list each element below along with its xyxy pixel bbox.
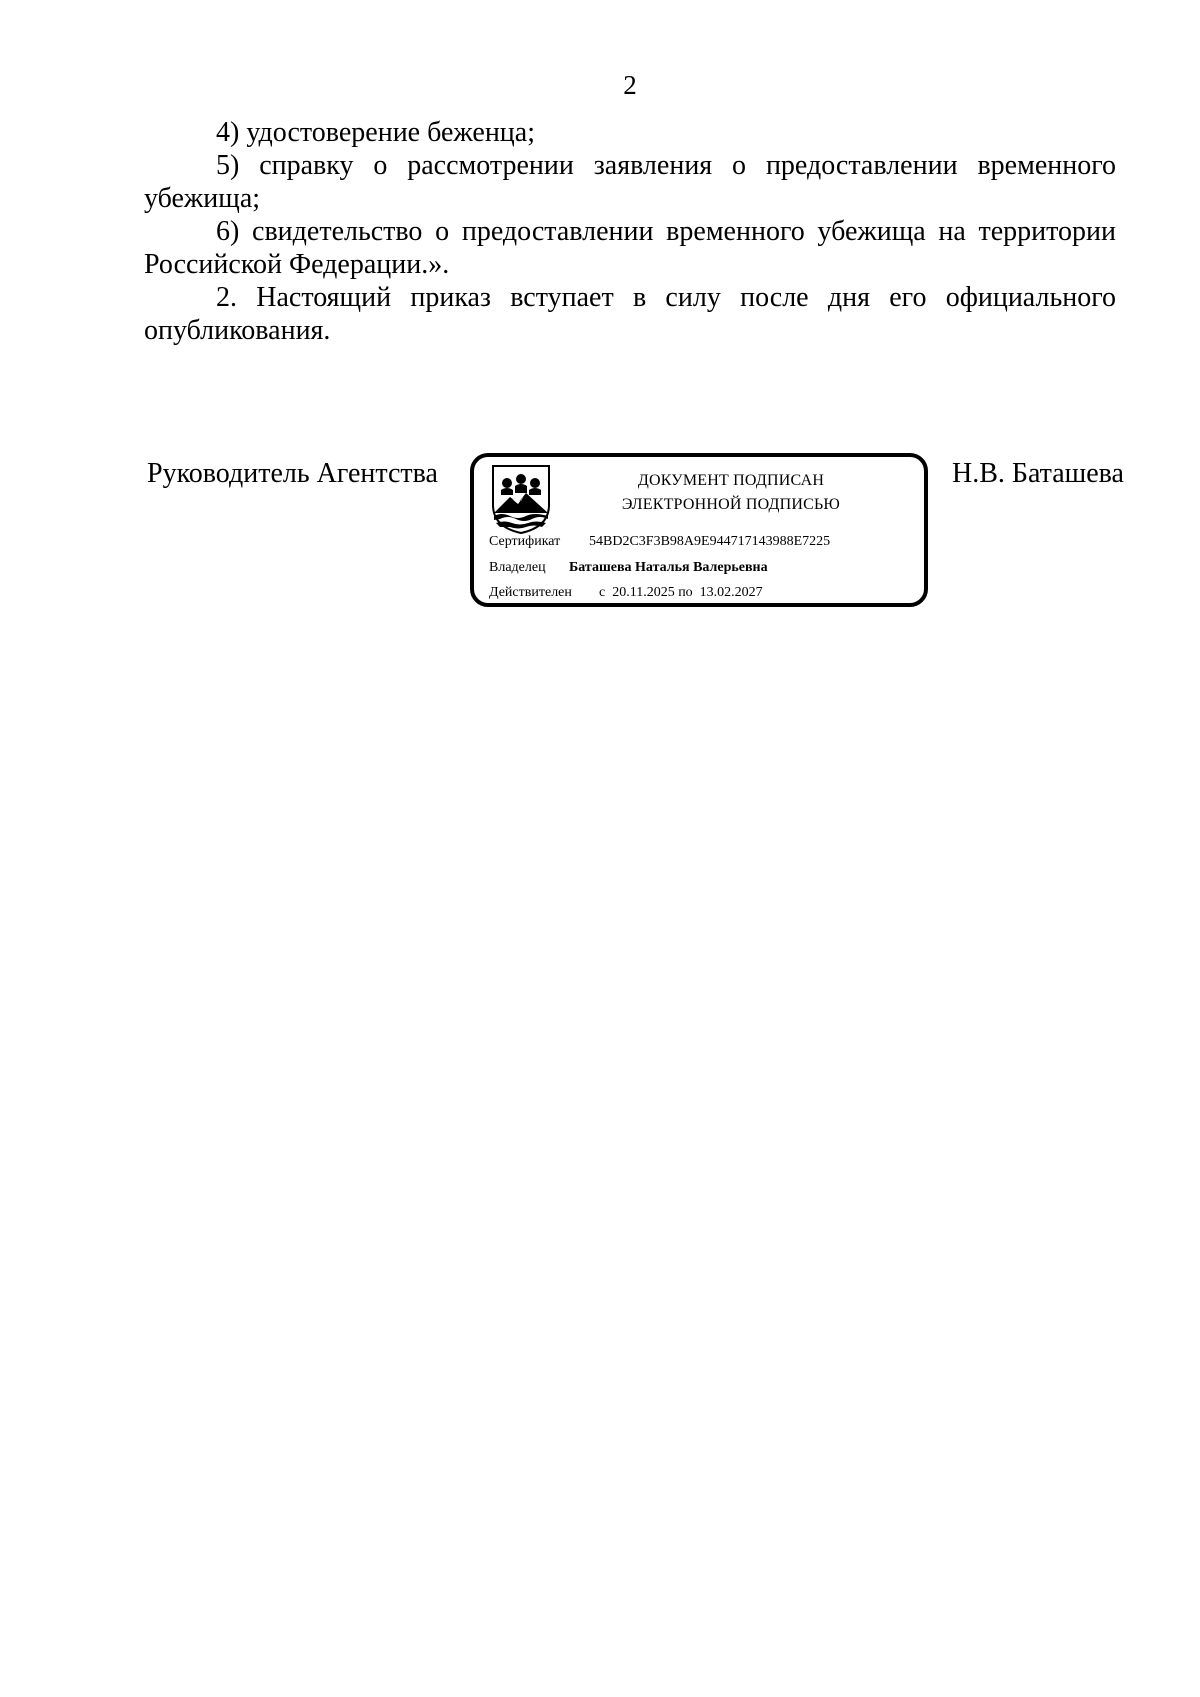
validity-value: с 20.11.2025 по 13.02.2027 xyxy=(599,585,763,600)
coat-of-arms-icon xyxy=(490,463,552,535)
stamp-title xyxy=(586,469,876,517)
owner-row xyxy=(489,559,768,577)
signatory-role: Руководитель Агентства xyxy=(147,458,438,489)
owner-label: Владелец xyxy=(489,560,546,575)
electronic-signature-stamp xyxy=(470,453,928,607)
entry-into-force-clause: 2. Настоящий приказ вступает в силу после дня его официального опубликования. xyxy=(144,282,1116,346)
validity-row xyxy=(489,584,763,602)
certificate-row xyxy=(489,533,830,551)
document-body xyxy=(144,116,1116,347)
list-item-refugee-certificate: 4) удостоверение беженца; xyxy=(216,117,535,148)
certificate-label: Сертификат xyxy=(489,534,561,549)
certificate-value: 54BD2C3F3B98A9E944717143988E7225 xyxy=(589,534,831,549)
list-item-asylum-application-reference: 5) справку о рассмотрении заявления о предоставлении временного убежища; xyxy=(144,150,1116,214)
list-item-temporary-asylum-certificate: 6) свидетельство о предоставлении временного убежища на территории Российской Федерации.». xyxy=(144,216,1116,280)
owner-value: Баташева Наталья Валерьевна xyxy=(569,560,768,575)
signatory-name: Н.В. Баташева xyxy=(952,458,1124,489)
validity-label: Действителен xyxy=(489,585,572,600)
stamp-title-line-2: ЭЛЕКТРОННОЙ ПОДПИСЬЮ xyxy=(621,496,841,513)
stamp-title-line-1: ДОКУМЕНТ ПОДПИСАН xyxy=(637,472,825,489)
page-number: 2 xyxy=(623,70,637,100)
